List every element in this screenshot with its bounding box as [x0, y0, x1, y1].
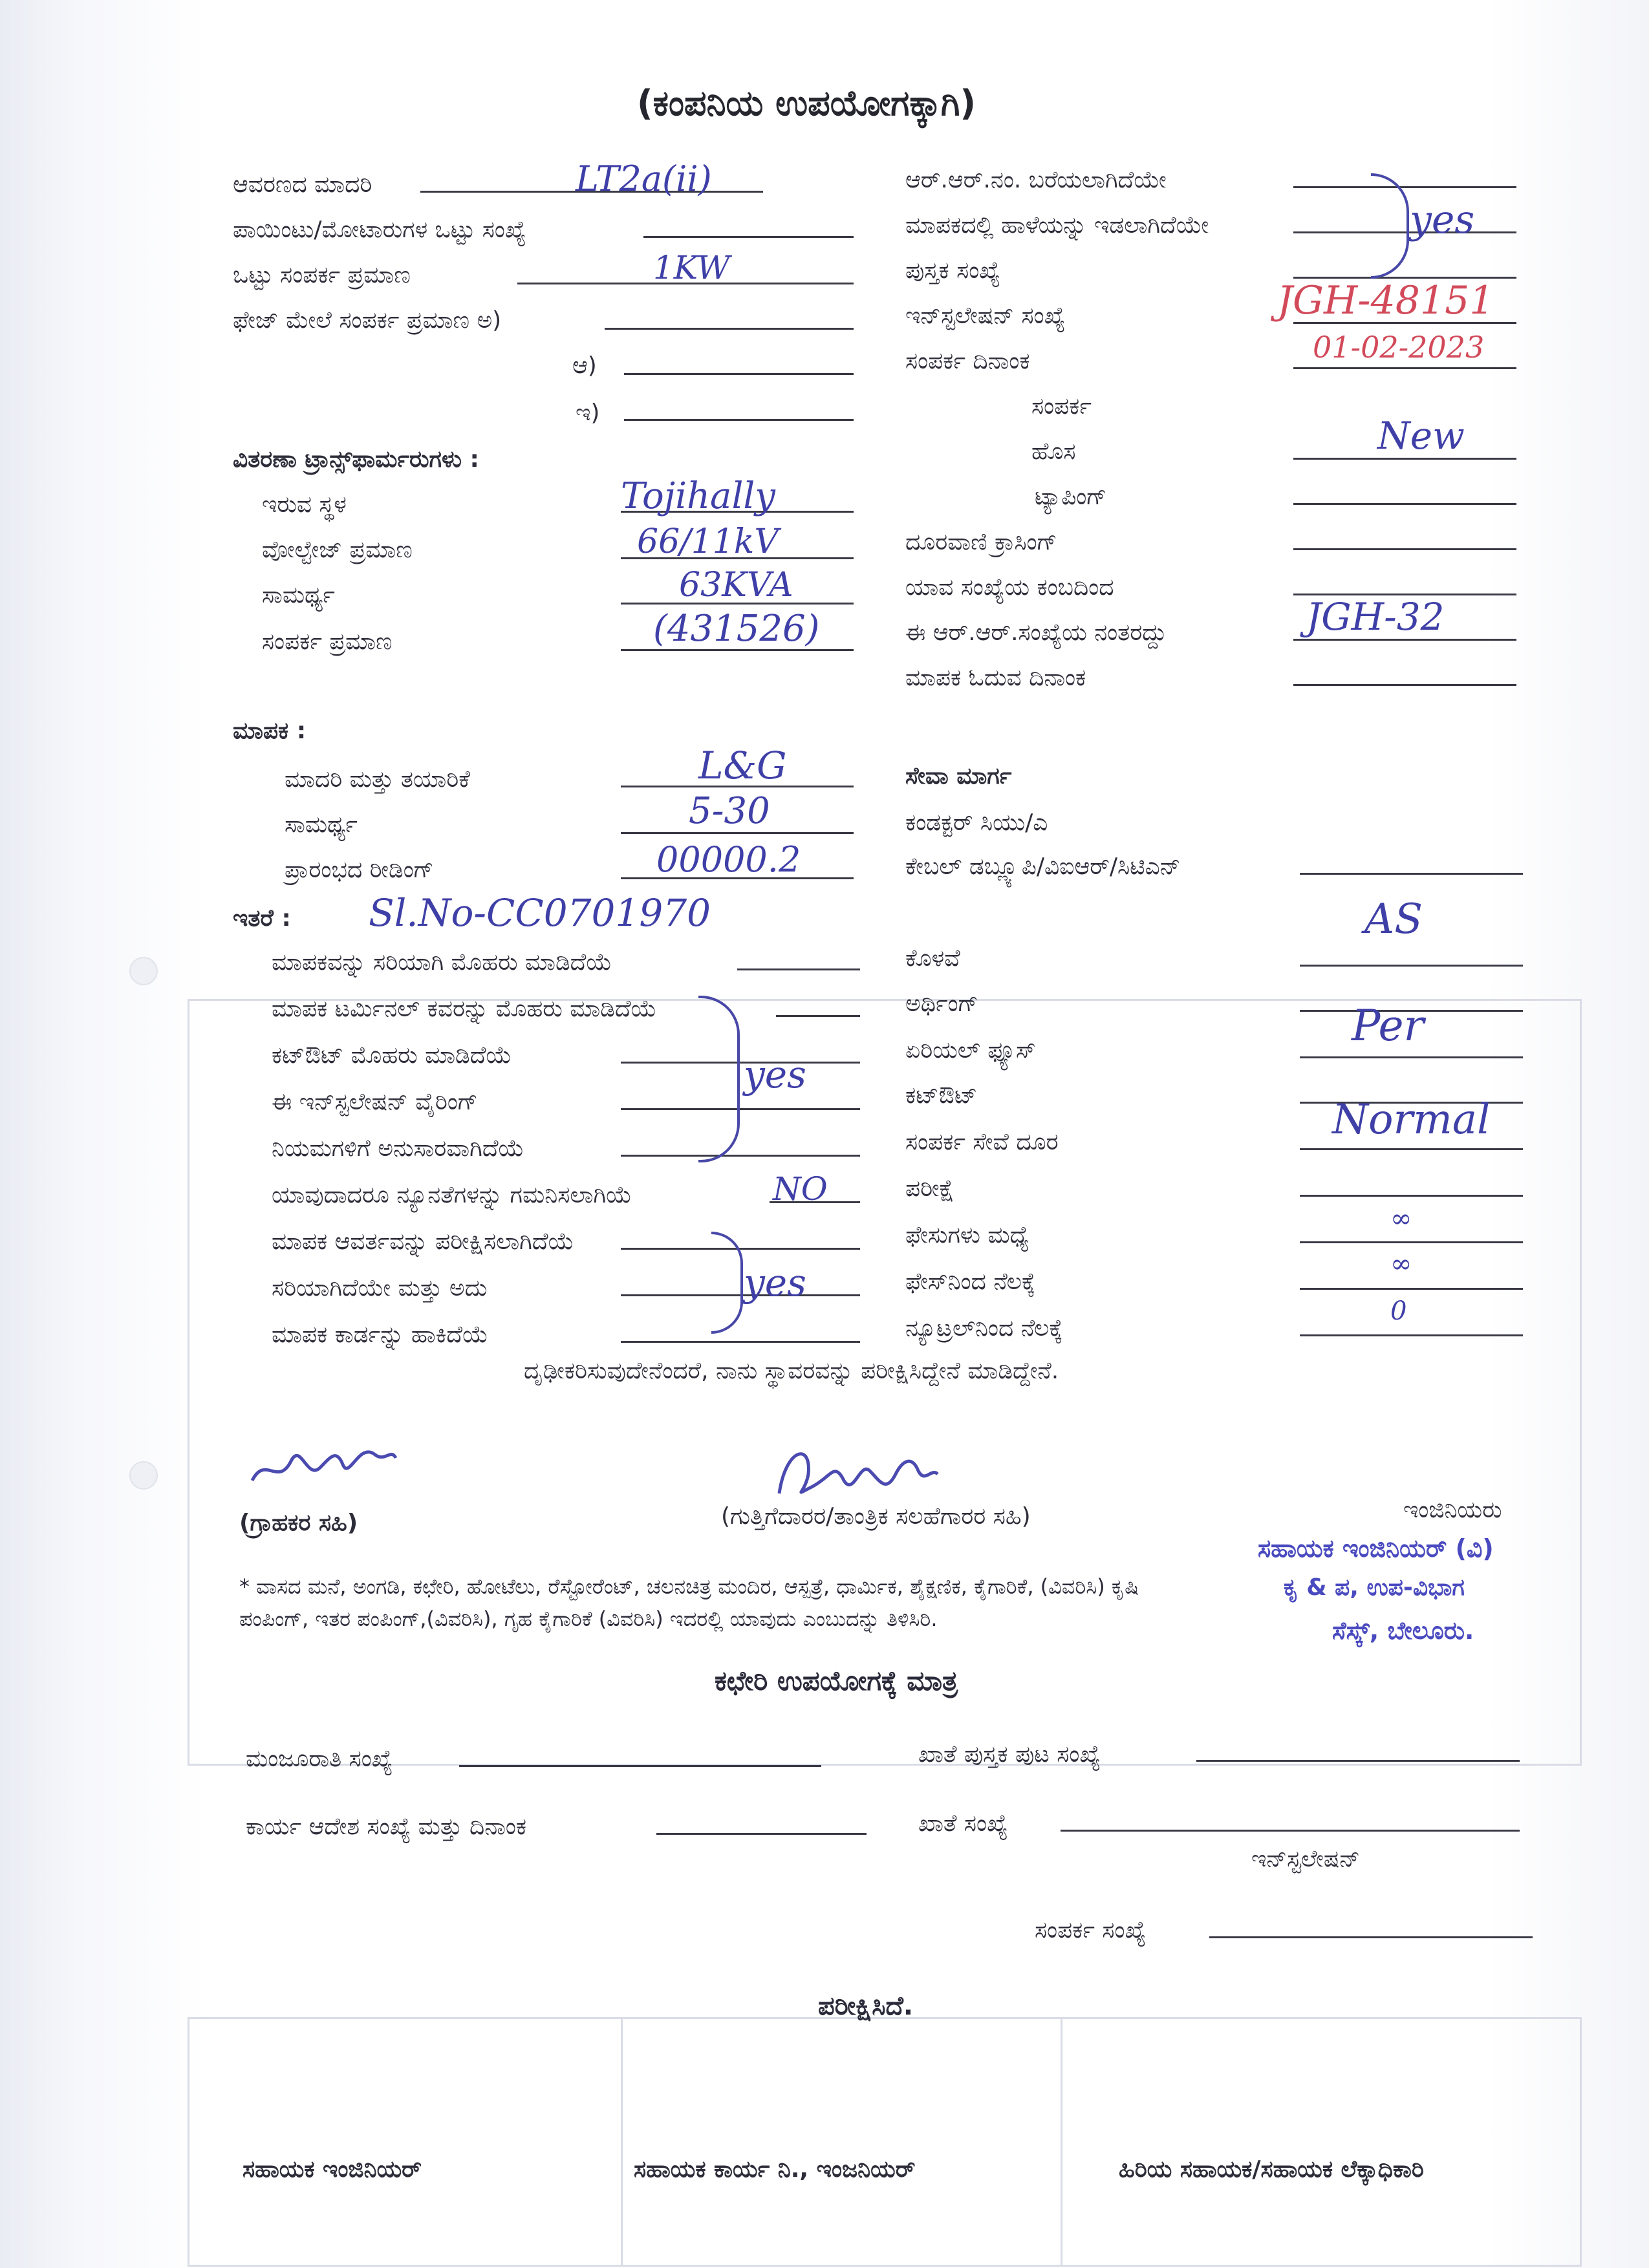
service-heading: ಸೇವಾ ಮಾರ್ಗ	[905, 763, 1012, 789]
left-label-5: ಇ)	[576, 400, 600, 426]
others-line-8	[621, 1341, 860, 1343]
previous-rr-value: JGH-32	[1306, 595, 1445, 639]
others-line-4	[621, 1155, 860, 1157]
right-line-10	[1293, 639, 1516, 641]
right-label-5: ಸಂಪರ್ಕ	[1031, 393, 1092, 420]
customer-signature	[246, 1429, 401, 1500]
left-label-2: ಒಟ್ಟು ಸಂಪರ್ಕ ಪ್ರಮಾಣ	[233, 262, 411, 288]
others-line-1	[776, 1015, 860, 1017]
left-line-4	[624, 373, 854, 375]
contractor-signature-label: (ಗುತ್ತಿಗೆದಾರರ/ತಾಂತ್ರಿಕ ಸಲಹೆಗಾರರ ಸಹಿ)	[721, 1503, 1031, 1530]
service-line-1	[1300, 873, 1523, 875]
yes-brace-left-2	[711, 1232, 743, 1334]
meter-serial-value: Sl.No-CC0701970	[369, 891, 711, 935]
right-line-0	[1293, 186, 1516, 188]
service-label-2: ಕೊಳವೆ	[905, 945, 960, 972]
seal-yes-value: yes	[744, 1053, 806, 1097]
left-label-0: ಆವರಣದ ಮಾದರಿ	[233, 171, 372, 198]
yes-brace-left-1	[698, 996, 740, 1162]
left-line-5	[624, 419, 854, 421]
right-label-8: ದೂರವಾಣಿ ಕ್ರಾಸಿಂಗ್	[905, 529, 1057, 555]
service-label-10: ನ್ಯೂಟ್ರಲ್‌ನಿಂದ ನೆಲಕ್ಕೆ	[905, 1315, 1063, 1342]
connection-no-label: ಸಂಪರ್ಕ ಸಂಖ್ಯೆ	[1035, 1917, 1147, 1943]
connection-new-value: New	[1377, 414, 1465, 458]
accounts-officer-label: ಹಿರಿಯ ಸಹಾಯಕ/ಸಹಾಯಕ ಲೆಕ್ಕಾಧಿಕಾರಿ	[1119, 2156, 1424, 2183]
premises-type-value: LT2a(ii)	[576, 158, 712, 199]
transformer-heading: ವಿತರಣಾ ಟ್ರಾನ್ಸ್‌ಫಾರ್ಮರುಗಳು :	[233, 446, 479, 473]
right-label-3: ಇನ್‌ಸ್ಟಲೇಷನ್ ಸಂಖ್ಯೆ	[905, 303, 1066, 329]
punch-hole-2	[129, 1461, 158, 1490]
contractor-signature	[773, 1435, 941, 1506]
left-line-3	[605, 328, 854, 330]
account-no-line	[1061, 1830, 1520, 1832]
meter-label-0: ಮಾದರಿ ಮತ್ತು ತಯಾರಿಕೆ	[285, 766, 470, 793]
service-line-2	[1300, 965, 1523, 967]
phase-earth-value: ∞	[1390, 1249, 1412, 1279]
service-label-3: ಅರ್ಥಿಂಗ್	[905, 990, 978, 1017]
others-item-4: ನಿಯಮಗಳಿಗೆ ಅನುಸಾರವಾಗಿದೆಯೆ	[272, 1135, 524, 1162]
service-label-9: ಫೇಸ್‌ನಿಂದ ನೆಲಕ್ಕೆ	[905, 1268, 1036, 1295]
service-label-8: ಫೇಸುಗಳು ಮಧ್ಯೆ	[905, 1222, 1029, 1248]
meter-capacity-value: 5-30	[689, 790, 770, 832]
page-title: (ಕಂಪನಿಯ ಉಪಯೋಗಕ್ಕಾಗಿ)	[637, 83, 976, 123]
left-line-1	[643, 236, 854, 238]
left-label-3: ಫೇಜ್ ಮೇಲೆ ಸಂಪರ್ಕ ಪ್ರಮಾಣ ಅ)	[233, 307, 502, 334]
meter-heading: ಮಾಪಕ :	[233, 718, 307, 744]
transformer-label-2: ಸಾಮರ್ಥ್ಯ	[262, 582, 335, 608]
service-distance-value: Normal	[1332, 1096, 1491, 1144]
stamp-line-3: ಸೆಸ್ಕ್, ಬೇಲೂರು.	[1332, 1616, 1474, 1645]
conduit-value: AS	[1364, 895, 1423, 943]
ghost-box-bottom	[188, 2017, 1582, 2267]
customer-signature-label: (ಗ್ರಾಹಕರ ಸಹಿ)	[239, 1510, 358, 1536]
ledger-page-line	[1196, 1760, 1520, 1762]
others-line-6	[621, 1248, 860, 1250]
service-line-4	[1300, 1056, 1523, 1058]
meter-initial-reading-value: 00000.2	[656, 839, 801, 880]
transformer-location-value: Tojihally	[621, 475, 775, 517]
engineer-label: ಇಂಜಿನಿಯರು	[1403, 1497, 1502, 1523]
yes-brace-right	[1371, 173, 1409, 279]
right-label-7: ಟ್ಯಾಪಿಂಗ್	[1035, 484, 1107, 510]
ghost-divider-1	[621, 2017, 623, 2267]
others-item-7: ಸರಿಯಾಗಿದೆಯೇ ಮತ್ತು ಅದು	[272, 1275, 488, 1301]
installation-number-value: JGH-48151	[1277, 278, 1494, 323]
stamp-line-1: ಸಹಾಯಕ ಇಂಜಿನಿಯರ್ (ವಿ)	[1258, 1534, 1494, 1563]
connection-date-value: 01-02-2023	[1313, 330, 1485, 365]
meter-label-2: ಪ್ರಾರಂಭದ ರೀಡಿಂಗ್	[285, 857, 434, 883]
transformer-label-0: ಇರುವ ಸ್ಥಳ	[262, 491, 347, 518]
office-use-heading: ಕಛೇರಿ ಉಪಯೋಗಕ್ಕೆ ಮಾತ್ರ	[715, 1665, 958, 1696]
others-line-0	[737, 968, 860, 970]
defects-no-value: NO	[773, 1170, 828, 1208]
transformer-label-1: ವೋಲ್ಟೇಜ್ ಪ್ರಮಾಣ	[262, 537, 413, 563]
checked-heading: ಪರೀಕ್ಷಿಸಿದೆ.	[818, 1991, 914, 2021]
installation-label: ಇನ್‌ಸ್ಟಲೇಷನ್	[1251, 1846, 1361, 1872]
others-heading: ಇತರೆ :	[233, 905, 291, 932]
right-label-9: ಯಾವ ಸಂಖ್ಯೆಯ ಕಂಬದಿಂದ	[905, 574, 1114, 601]
meter-check-yes-value: yes	[744, 1261, 806, 1305]
left-label-4: ಆ)	[572, 352, 597, 379]
premises-note-line-2: ಪಂಪಿಂಗ್, ಇತರ ಪಂಪಿಂಗ್,(ವಿವರಿಸಿ), ಗೃಹ ಕೈಗಾರಿಕೆ (ವಿವರಿಸಿ) ಇದರಲ್ಲಿ ಯಾವುದು ಎಂಬುದನ್ನು ತಿಳಿಸಿರಿ.	[239, 1607, 938, 1631]
meter-line-1	[621, 832, 854, 834]
premises-note-line-1: * ವಾಸದ ಮನೆ, ಅಂಗಡಿ, ಕಛೇರಿ, ಹೋಟೆಲು, ರೆಸ್ಟೋರೆಂಟ್, ಚಲನಚಿತ್ರ ಮಂದಿರ, ಆಸ್ಪತ್ರೆ, ಧಾರ್ಮಿಕ, ಶೈಕ್ಷಣಿಕ, ಕೈಗಾರಿಕೆ, (ವಿವರಿಸಿ) ಕೃಷಿ	[239, 1574, 1139, 1599]
assistant-executive-engineer-label: ಸಹಾಯಕ ಕಾರ್ಯ ನಿ., ಇಂಜನಿಯರ್	[634, 2156, 916, 2183]
service-line-10	[1300, 1334, 1523, 1336]
service-label-6: ಸಂಪರ್ಕ ಸೇವೆ ದೂರ	[905, 1129, 1059, 1155]
others-item-3: ಈ ಇನ್‌ಸ್ಟಲೇಷನ್ ವೈರಿಂಗ್	[272, 1089, 478, 1115]
right-label-10: ಈ ಆರ್.ಆರ್.ಸಂಖ್ಯೆಯ ನಂತರದ್ದು	[905, 619, 1167, 646]
phase-phase-value: ∞	[1390, 1204, 1412, 1234]
ledger-page-label: ಖಾತೆ ಪುಸ್ತಕ ಪುಟ ಸಂಖ್ಯೆ	[918, 1741, 1101, 1768]
others-line-2	[621, 1062, 860, 1064]
right-line-11	[1293, 684, 1516, 686]
work-order-line	[656, 1833, 867, 1835]
right-label-11: ಮಾಪಕ ಓದುವ ದಿನಾಂಕ	[905, 665, 1086, 691]
service-label-0: ಕಂಡಕ್ಟರ್ ಸಿಯು/ಎ	[905, 809, 1048, 836]
service-label-1: ಕೇಬಲ್ ಡಬ್ಲ್ಯೂಪಿ/ವಿಐಆರ್/ಸಿಟಿಎನ್	[905, 853, 1181, 880]
left-label-1: ಪಾಯಿಂಟು/ಮೋಟಾರುಗಳ ಒಟ್ಟು ಸಂಖ್ಯೆ	[233, 217, 526, 243]
others-item-0: ಮಾಪಕವನ್ನು ಸರಿಯಾಗಿ ಮೊಹರು ಮಾಡಿದೆಯೆ	[272, 949, 612, 976]
service-label-5: ಕಟ್‌ಔಟ್	[905, 1082, 978, 1109]
rr-number-yes-value: yes	[1410, 197, 1475, 242]
service-line-6	[1300, 1148, 1523, 1150]
right-line-4	[1293, 367, 1516, 369]
work-order-label: ಕಾರ್ಯ ಆದೇಶ ಸಂಖ್ಯೆ ಮತ್ತು ದಿನಾಂಕ	[246, 1813, 527, 1840]
punch-hole-1	[129, 957, 158, 985]
neutral-earth-value: 0	[1390, 1296, 1407, 1326]
total-load-value: 1KW	[653, 249, 730, 286]
assistant-engineer-label: ಸಹಾಯಕ ಇಂಜಿನಿಯರ್	[242, 2156, 422, 2183]
right-label-0: ಆರ್.ಆರ್.ನಂ. ಬರೆಯಲಾಗಿದೆಯೇ	[905, 167, 1167, 193]
transformer-connection-value: (431526)	[653, 608, 820, 650]
service-label-7: ಪರೀಕ್ಷೆ	[905, 1175, 954, 1202]
transformer-capacity-value: 63KVA	[679, 566, 793, 604]
account-no-label: ಖಾತೆ ಸಂಖ್ಯೆ	[918, 1810, 1008, 1837]
ghost-divider-2	[1061, 2017, 1062, 2267]
others-item-5: ಯಾವುದಾದರೂ ನ್ಯೂನತೆಗಳನ್ನು ಗಮನಿಸಲಾಗಿಯೆ	[272, 1182, 632, 1208]
others-item-1: ಮಾಪಕ ಟರ್ಮಿನಲ್ ಕವರನ್ನು ಮೊಹರು ಮಾಡಿದೆಯೆ	[272, 996, 657, 1022]
service-label-4: ಏರಿಯಲ್ ಫ್ಯೂಸ್	[905, 1037, 1036, 1064]
meter-make-value: L&G	[698, 744, 787, 787]
service-line-8	[1300, 1241, 1523, 1243]
meter-label-1: ಸಾಮರ್ಥ್ಯ	[285, 811, 358, 838]
others-item-8: ಮಾಪಕ ಕಾರ್ಡನ್ನು ಹಾಕಿದೆಯೆ	[272, 1321, 489, 1348]
others-item-6: ಮಾಪಕ ಆವರ್ತವನ್ನು ಪರೀಕ್ಷಿಸಲಾಗಿದೆಯೆ	[272, 1228, 574, 1255]
right-line-6	[1293, 458, 1516, 460]
transformer-voltage-value: 66/11kV	[637, 522, 779, 561]
service-line-9	[1300, 1288, 1523, 1290]
right-label-1: ಮಾಪಕದಲ್ಲಿ ಹಾಳೆಯನ್ನು ಇಡಲಾಗಿದೆಯೇ	[905, 212, 1209, 239]
right-line-8	[1293, 548, 1516, 550]
sanction-no-label: ಮಂಜೂರಾತಿ ಸಂಖ್ಯೆ	[246, 1746, 393, 1772]
others-line-3	[621, 1108, 860, 1110]
transformer-label-3: ಸಂಪರ್ಕ ಪ್ರಮಾಣ	[262, 628, 393, 655]
sanction-no-line	[459, 1765, 821, 1767]
right-label-2: ಪುಸ್ತಕ ಸಂಖ್ಯೆ	[905, 257, 1000, 284]
right-line-7	[1293, 503, 1516, 505]
others-item-2: ಕಟ್‌ಔಟ್ ಮೊಹರು ಮಾಡಿದೆಯೆ	[272, 1042, 512, 1069]
stamp-line-2: ಕೃ & ಪ, ಉಪ-ವಿಭಾಗ	[1284, 1574, 1465, 1601]
service-line-7	[1300, 1195, 1523, 1197]
connection-no-line	[1209, 1936, 1533, 1938]
aerial-fuse-value: Per	[1352, 1001, 1425, 1051]
right-label-6: ಹೊಸ	[1031, 438, 1076, 465]
certification-text: ದೃಢೀಕರಿಸುವುದೇನೆಂದರೆ, ನಾನು ಸ್ಥಾವರವನ್ನು ಪರೀಕ್ಷಿಸಿದ್ದೇನೆ ಮಾಡಿದ್ದೇನೆ.	[524, 1358, 1059, 1384]
right-label-4: ಸಂಪರ್ಕ ದಿನಾಂಕ	[905, 348, 1030, 374]
